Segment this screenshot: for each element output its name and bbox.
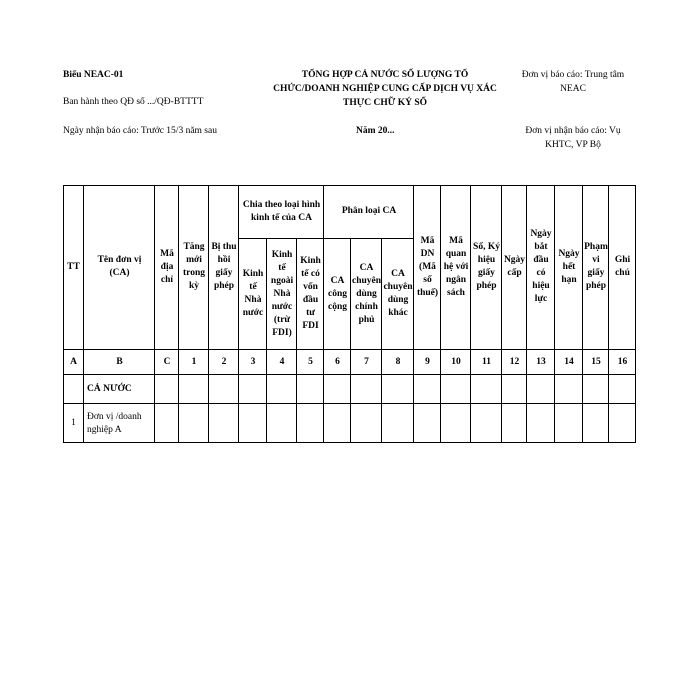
row-total-label: CẢ NƯỚC <box>87 384 132 394</box>
col-header-nonstate-text: Kinh tế ngoài Nhà nước (trừ FDI) <box>270 249 294 338</box>
index-cell-16: 16 <box>617 357 628 367</box>
index-cell-13: 13 <box>536 357 546 367</box>
col-header-new-text: Tăng mới trong kỳ <box>183 242 205 291</box>
receive-date: Ngày nhận báo cáo: Trước 15/3 năm sau <box>63 126 217 136</box>
col-header-gov-text: CA chuyên dùng chính phủ <box>352 262 382 325</box>
col-header-note <box>609 185 636 349</box>
index-cell-name: B <box>116 357 123 367</box>
index-cell-address: C <box>163 357 171 367</box>
col-header-nonstate <box>267 239 297 349</box>
form-code: Biểu NEAC-01 <box>63 70 124 80</box>
index-cell-15: 15 <box>591 357 601 367</box>
reporting-unit-line-2: NEAC <box>560 84 586 94</box>
index-cell-3: 3 <box>250 357 256 367</box>
index-cell-11: 11 <box>482 357 491 367</box>
col-header-issue-text: Ngày cấp <box>503 255 526 278</box>
index-cell-8: 8 <box>395 357 401 367</box>
col-header-license <box>471 185 502 349</box>
col-header-scope <box>583 185 609 349</box>
report-table <box>63 185 636 443</box>
group-header-ca: Phân loại CA <box>341 206 397 216</box>
col-header-start <box>527 185 555 349</box>
col-header-public-text: CA công cộng <box>328 275 347 312</box>
col-header-state-text: Kinh tế Nhà nước <box>242 269 264 318</box>
col-header-expire <box>555 185 583 349</box>
row-1-name <box>84 404 155 443</box>
col-header-tax-text: Mã DN (Mã số thuế) <box>416 235 439 298</box>
row-1-tt: 1 <box>71 418 76 428</box>
index-cell-14: 14 <box>564 357 574 367</box>
col-header-address <box>155 185 179 349</box>
index-cell-4: 4 <box>279 357 285 367</box>
col-header-issue <box>502 185 527 349</box>
col-header-other <box>382 239 414 349</box>
reporting-unit-line-1: Đơn vị báo cáo: Trung tâm <box>521 70 625 80</box>
index-cell-6: 6 <box>335 357 340 367</box>
col-header-tax <box>414 185 441 349</box>
col-header-budget-text: Mã quan hệ với ngân sách <box>443 235 469 298</box>
col-header-scope-text: Phạm vi giấy phép <box>584 242 608 291</box>
col-header-state <box>239 239 267 349</box>
col-header-gov <box>351 239 382 349</box>
title-line-2: CHỨC/DOANH NGHIỆP CUNG CẤP DỊCH VỤ XÁC <box>273 84 497 94</box>
col-header-name-text: Tên đơn vị (CA) <box>97 255 142 278</box>
index-cell-12: 12 <box>509 357 520 367</box>
issued-by: Ban hành theo QĐ số .../QĐ-BTTTT <box>63 97 204 107</box>
col-header-address-text: Mã địa chỉ <box>160 248 174 285</box>
title-line-3: THỰC CHỮ KÝ SỐ <box>342 98 427 108</box>
col-header-expire-text: Ngày hết hạn <box>558 248 580 285</box>
col-header-note-text: Ghi chú <box>614 255 631 278</box>
col-header-fdi <box>297 239 324 349</box>
col-header-fdi-text: Kinh tế có vốn đầu tư FDI <box>300 256 321 331</box>
receiving-unit <box>505 124 641 152</box>
index-cell-7: 7 <box>364 357 369 367</box>
group-header-economy <box>239 185 324 238</box>
col-header-new <box>179 185 209 349</box>
index-cell-2: 2 <box>221 357 227 367</box>
index-cell-9: 9 <box>425 357 430 367</box>
col-header-revoked <box>209 185 239 349</box>
index-cell-5: 5 <box>308 357 313 367</box>
col-header-revoked-text: Bị thu hồi giấy phép <box>211 242 237 291</box>
receiving-unit-line-1: Đơn vị nhận báo cáo: Vụ <box>525 126 621 136</box>
group-header-economy-text: Chia theo loại hình kinh tế của CA <box>242 199 321 223</box>
title-line-1: TỔNG HỢP CẢ NƯỚC SỐ LƯỢNG TỔ <box>301 70 469 80</box>
col-header-other-text: CA chuyên dùng khác <box>383 269 413 318</box>
col-header-license-text: Số, Ký hiệu giấy phép <box>473 242 500 291</box>
index-cell-1: 1 <box>191 357 197 367</box>
index-cell-tt: A <box>70 357 77 367</box>
index-cell-10: 10 <box>451 357 461 367</box>
col-header-public <box>324 239 351 349</box>
report-year: Năm 20... <box>356 126 395 136</box>
col-header-name <box>84 185 155 349</box>
report-title <box>240 68 530 110</box>
row-1-name-text: Đơn vị /doanh nghiệp A <box>87 411 142 435</box>
col-header-tt: TT <box>67 261 80 272</box>
reporting-unit <box>508 68 638 96</box>
col-header-start-text: Ngày bắt đầu có hiệu lực <box>530 229 552 304</box>
col-header-budget <box>441 185 471 349</box>
receiving-unit-line-2: KHTC, VP Bộ <box>545 140 601 150</box>
